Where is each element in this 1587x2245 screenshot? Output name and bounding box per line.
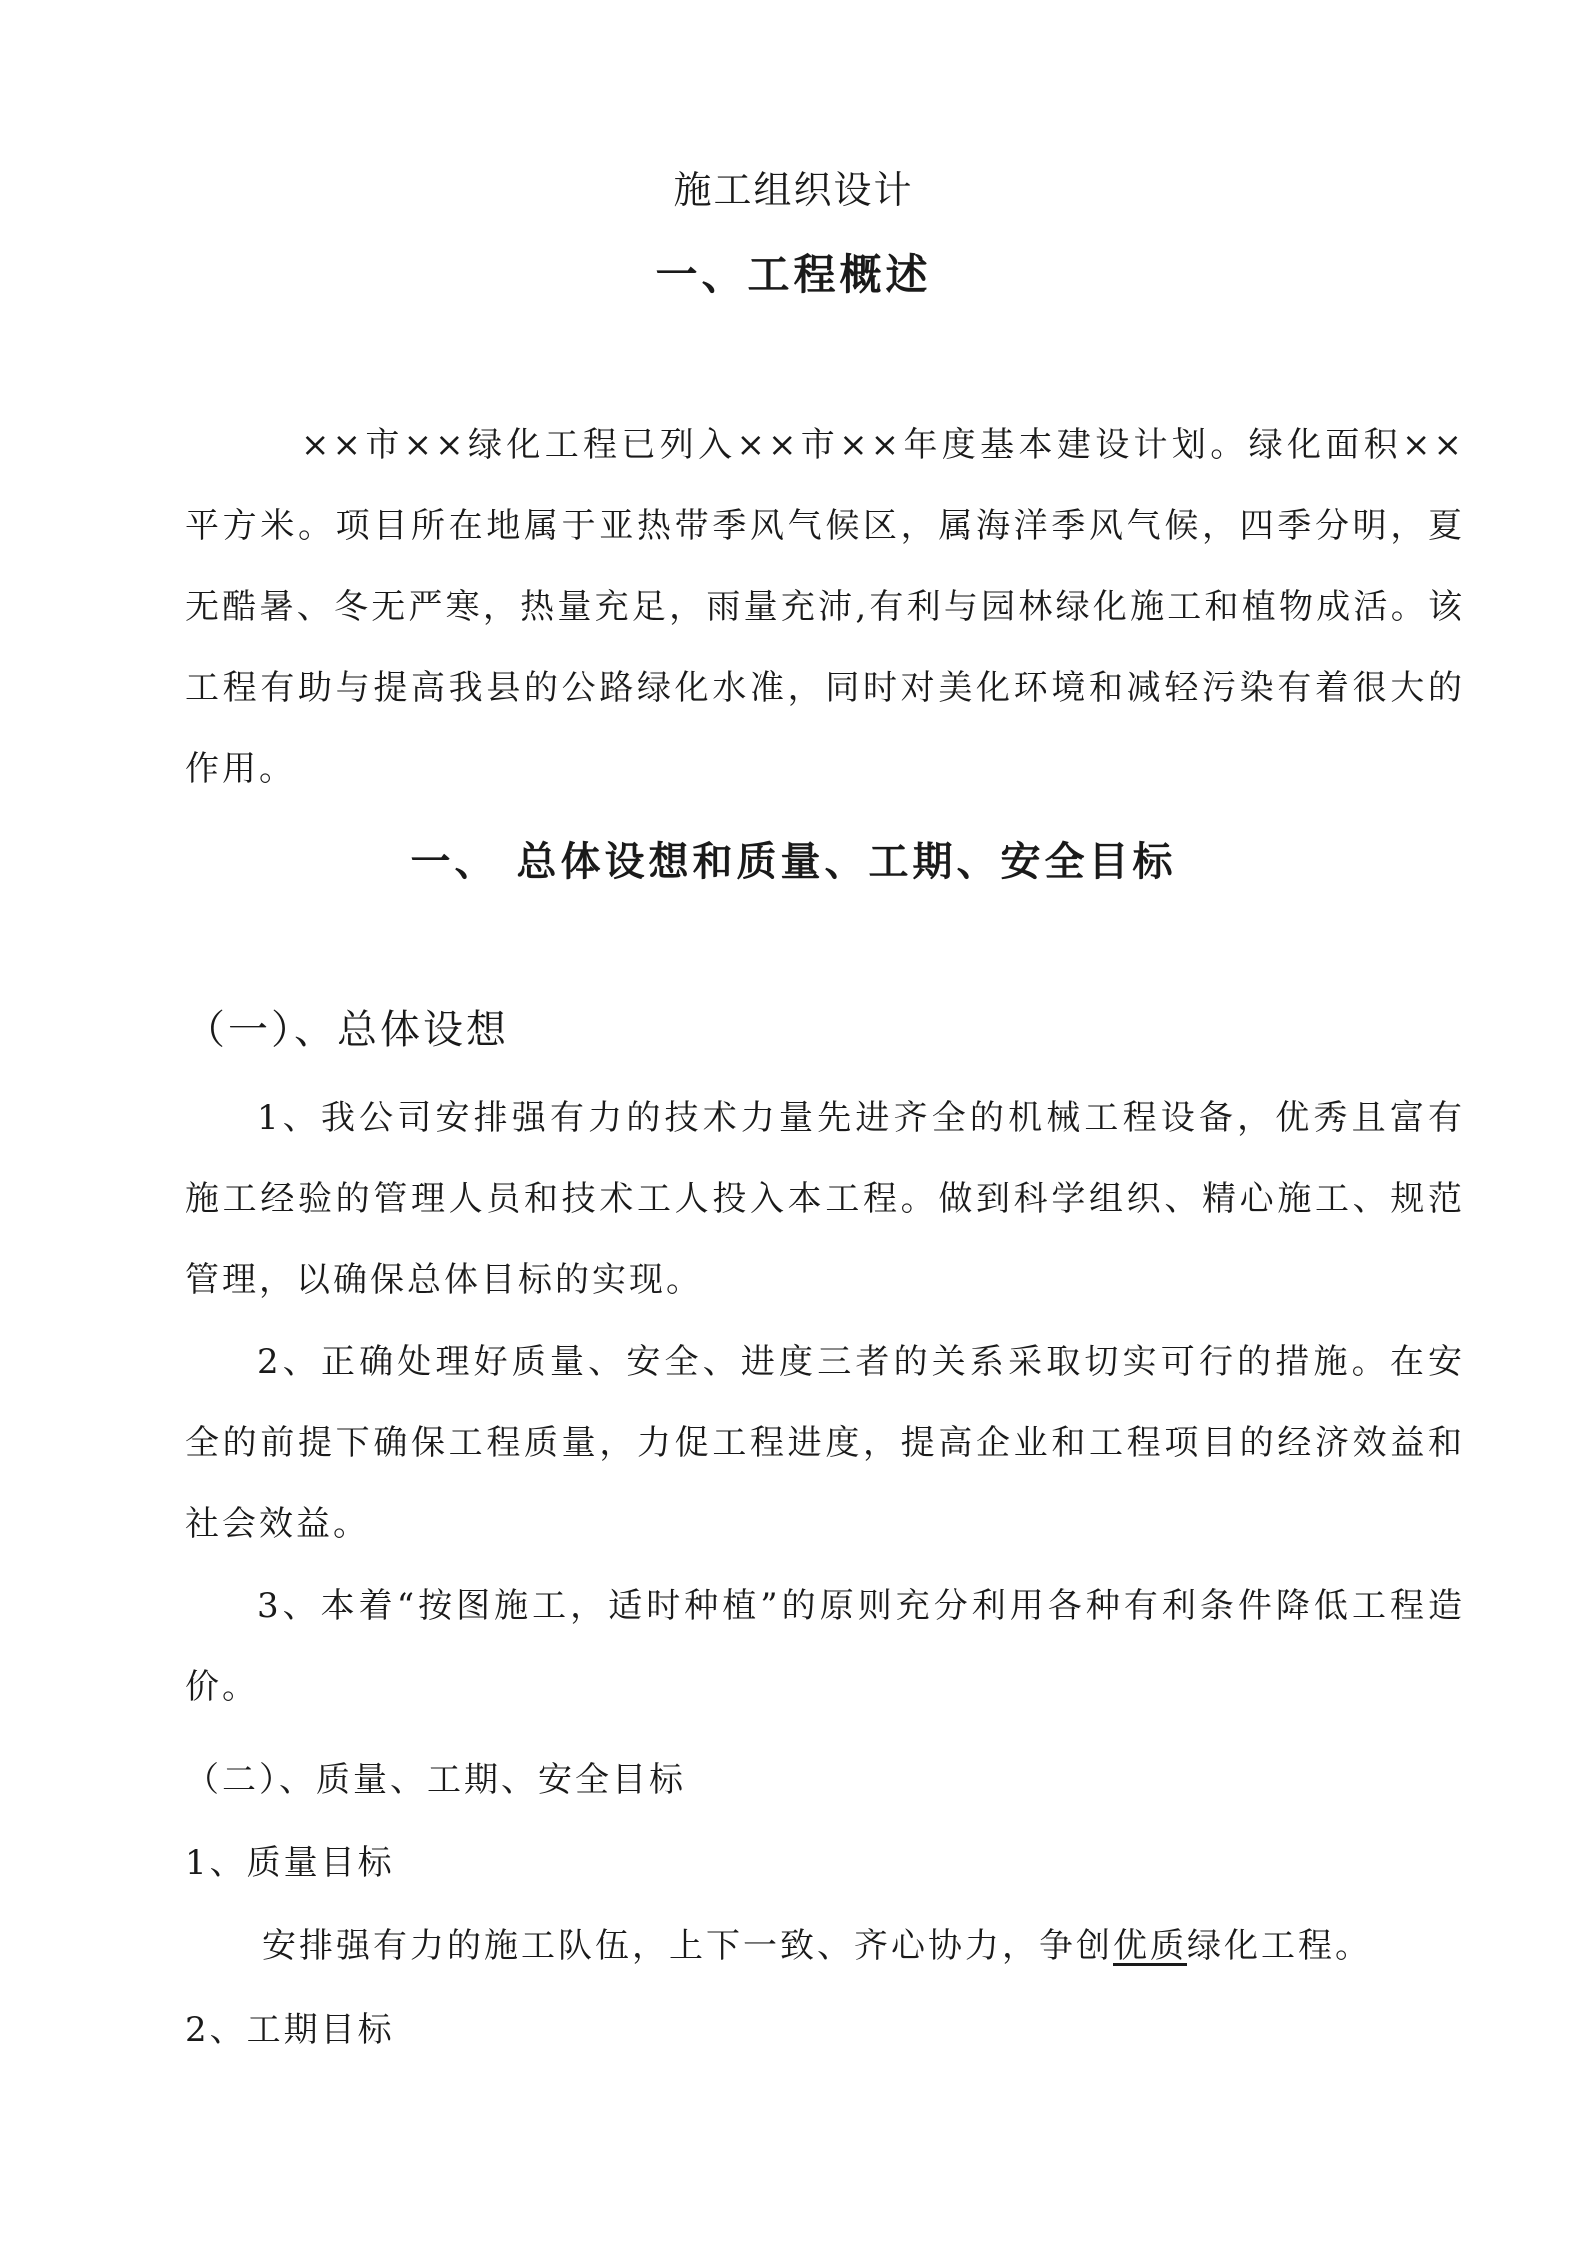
quality-target-text (262, 1918, 1372, 1967)
section-heading: 一、 总体设想和质量、工期、安全目标 (410, 838, 1177, 885)
quality-text-emphasis: 优质 (1113, 1926, 1187, 1966)
chapter-title: 一、工程概述 (655, 250, 932, 299)
subsection-heading-targets: （二）、质量、工期、安全目标 (185, 1760, 686, 1800)
plan-item: 3、本着“按图施工，适时种植”的原则充分利用各种有利条件降低工程造价。 (185, 1586, 1465, 1707)
document-title: 施工组织设计 (673, 168, 914, 212)
quality-target-label: 1、质量目标 (185, 1843, 395, 1883)
schedule-target-label: 2、工期目标 (185, 2010, 395, 2050)
plan-item: 2、正确处理好质量、安全、进度三者的关系采取切实可行的措施。在安全的前提下确保工程质量，力促工程进度，提高企业和工程项目的经济效益和社会效益。 (185, 1342, 1465, 1544)
subsection-heading-overall-plan: （一）、总体设想 (185, 1007, 509, 1053)
plan-item: 1、我公司安排强有力的技术力量先进齐全的机械工程设备，优秀且富有施工经验的管理人员和技术工人投入本工程。做到科学组织、精心施工、规范管理，以确保总体目标的实现。 (185, 1098, 1465, 1300)
quality-text-after: 绿化工程。 (1187, 1926, 1372, 1966)
quality-text-before: 安排强有力的施工队伍，上下一致、齐心协力，争创 (262, 1926, 1113, 1966)
intro-paragraph: ××市××绿化工程已列入××市××年度基本建设计划。绿化面积××平方米。项目所在地属于亚热带季风气候区，属海洋季风气候，四季分明，夏无酷暑、冬无严寒，热量充足，雨量充沛,有利与园林绿化施工和植物成活。该工程有助与提高我县的公路绿化水准，同时对美化环境和减轻污染有着很大的作用。 (185, 425, 1465, 789)
